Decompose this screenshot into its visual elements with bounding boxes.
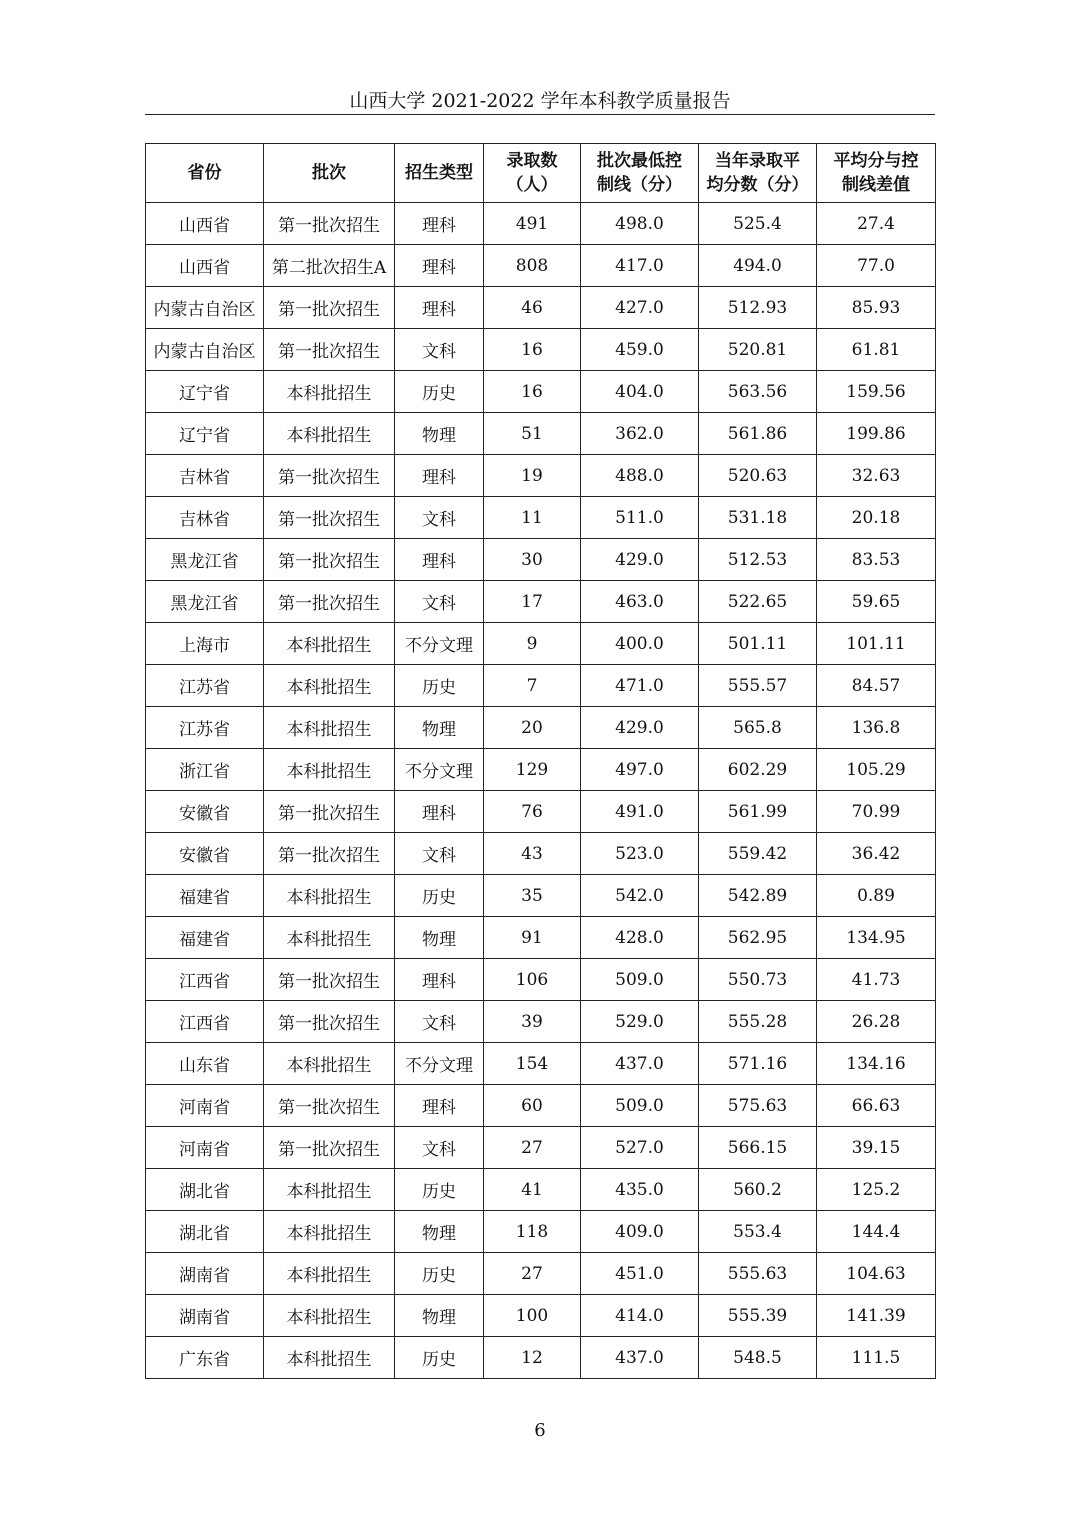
table-cell: 第一批次招生	[264, 959, 395, 1001]
table-cell: 76	[484, 791, 581, 833]
table-cell: 江西省	[146, 1001, 264, 1043]
table-cell: 第一批次招生	[264, 1001, 395, 1043]
table-cell: 41.73	[817, 959, 936, 1001]
page-number: 6	[534, 1420, 546, 1441]
table-cell: 531.18	[699, 497, 817, 539]
table-row	[146, 1169, 936, 1211]
table-cell: 41	[484, 1169, 581, 1211]
table-cell: 488.0	[581, 455, 699, 497]
table-cell: 16	[484, 371, 581, 413]
table-row	[146, 497, 936, 539]
table-cell: 105.29	[817, 749, 936, 791]
table-cell: 本科批招生	[264, 1295, 395, 1337]
table-cell: 512.53	[699, 539, 817, 581]
table-cell: 602.29	[699, 749, 817, 791]
table-cell: 浙江省	[146, 749, 264, 791]
table-cell: 湖南省	[146, 1295, 264, 1337]
table-cell: 湖北省	[146, 1211, 264, 1253]
column-header: 录取数 （人）	[484, 144, 581, 203]
table-cell: 第一批次招生	[264, 497, 395, 539]
table-cell: 内蒙古自治区	[146, 329, 264, 371]
table-cell: 560.2	[699, 1169, 817, 1211]
table-cell: 黑龙江省	[146, 581, 264, 623]
table-cell: 83.53	[817, 539, 936, 581]
table-cell: 0.89	[817, 875, 936, 917]
table-cell: 福建省	[146, 917, 264, 959]
table-cell: 历史	[395, 1169, 484, 1211]
table-cell: 30	[484, 539, 581, 581]
table-cell: 417.0	[581, 245, 699, 287]
table-cell: 河南省	[146, 1085, 264, 1127]
table-row	[146, 329, 936, 371]
table-cell: 本科批招生	[264, 1043, 395, 1085]
column-header: 平均分与控 制线差值	[817, 144, 936, 203]
table-cell: 本科批招生	[264, 371, 395, 413]
table-row	[146, 245, 936, 287]
table-cell: 27	[484, 1253, 581, 1295]
table-cell: 吉林省	[146, 497, 264, 539]
table-cell: 19	[484, 455, 581, 497]
table-cell: 555.28	[699, 1001, 817, 1043]
table-cell: 安徽省	[146, 833, 264, 875]
table-cell: 529.0	[581, 1001, 699, 1043]
table-cell: 文科	[395, 329, 484, 371]
table-cell: 509.0	[581, 1085, 699, 1127]
table-cell: 本科批招生	[264, 1253, 395, 1295]
table-cell: 199.86	[817, 413, 936, 455]
table-cell: 第一批次招生	[264, 581, 395, 623]
table-cell: 36.42	[817, 833, 936, 875]
table-cell: 563.56	[699, 371, 817, 413]
table-cell: 湖南省	[146, 1253, 264, 1295]
table-cell: 江苏省	[146, 665, 264, 707]
table-cell: 本科批招生	[264, 875, 395, 917]
table-cell: 历史	[395, 875, 484, 917]
table-cell: 理科	[395, 539, 484, 581]
table-cell: 27	[484, 1127, 581, 1169]
table-cell: 文科	[395, 581, 484, 623]
column-header: 批次最低控 制线（分）	[581, 144, 699, 203]
table-cell: 527.0	[581, 1127, 699, 1169]
table-cell: 400.0	[581, 623, 699, 665]
table-cell: 理科	[395, 455, 484, 497]
table-cell: 第一批次招生	[264, 791, 395, 833]
admission-scores-table	[145, 143, 936, 1379]
table-row	[146, 1043, 936, 1085]
page-header-title: 山西大学 2021-2022 学年本科教学质量报告	[349, 90, 731, 112]
table-cell: 808	[484, 245, 581, 287]
table-cell: 文科	[395, 1001, 484, 1043]
table-row	[146, 707, 936, 749]
table-cell: 154	[484, 1043, 581, 1085]
table-cell: 山西省	[146, 245, 264, 287]
table-cell: 525.4	[699, 203, 817, 245]
table-cell: 61.81	[817, 329, 936, 371]
table-cell: 134.95	[817, 917, 936, 959]
table-cell: 46	[484, 287, 581, 329]
table-cell: 理科	[395, 959, 484, 1001]
table-cell: 565.8	[699, 707, 817, 749]
table-cell: 11	[484, 497, 581, 539]
table-cell: 39	[484, 1001, 581, 1043]
table-cell: 第一批次招生	[264, 1085, 395, 1127]
table-cell: 本科批招生	[264, 665, 395, 707]
table-cell: 第二批次招生A	[264, 245, 395, 287]
table-cell: 459.0	[581, 329, 699, 371]
table-cell: 物理	[395, 413, 484, 455]
table-cell: 山西省	[146, 203, 264, 245]
table-cell: 第一批次招生	[264, 833, 395, 875]
table-cell: 上海市	[146, 623, 264, 665]
table-cell: 91	[484, 917, 581, 959]
table-cell: 542.0	[581, 875, 699, 917]
table-cell: 本科批招生	[264, 917, 395, 959]
table-cell: 144.4	[817, 1211, 936, 1253]
table-cell: 江西省	[146, 959, 264, 1001]
table-cell: 历史	[395, 371, 484, 413]
table-cell: 不分文理	[395, 623, 484, 665]
table-cell: 471.0	[581, 665, 699, 707]
table-row	[146, 581, 936, 623]
table-cell: 111.5	[817, 1337, 936, 1379]
table-cell: 428.0	[581, 917, 699, 959]
table-cell: 497.0	[581, 749, 699, 791]
table-row	[146, 371, 936, 413]
table-cell: 414.0	[581, 1295, 699, 1337]
table-cell: 159.56	[817, 371, 936, 413]
table-row	[146, 833, 936, 875]
table-cell: 物理	[395, 707, 484, 749]
table-cell: 566.15	[699, 1127, 817, 1169]
table-cell: 362.0	[581, 413, 699, 455]
table-cell: 129	[484, 749, 581, 791]
table-cell: 山东省	[146, 1043, 264, 1085]
table-cell: 本科批招生	[264, 749, 395, 791]
table-cell: 70.99	[817, 791, 936, 833]
table-cell: 498.0	[581, 203, 699, 245]
table-cell: 历史	[395, 1253, 484, 1295]
table-cell: 内蒙古自治区	[146, 287, 264, 329]
table-cell: 第一批次招生	[264, 203, 395, 245]
table-cell: 494.0	[699, 245, 817, 287]
table-row	[146, 1337, 936, 1379]
table-cell: 134.16	[817, 1043, 936, 1085]
table-cell: 35	[484, 875, 581, 917]
table-cell: 125.2	[817, 1169, 936, 1211]
table-cell: 本科批招生	[264, 1169, 395, 1211]
column-header: 省份	[146, 144, 264, 203]
table-cell: 66.63	[817, 1085, 936, 1127]
table-cell: 561.99	[699, 791, 817, 833]
table-row	[146, 413, 936, 455]
table-cell: 第一批次招生	[264, 455, 395, 497]
table-cell: 16	[484, 329, 581, 371]
table-cell: 26.28	[817, 1001, 936, 1043]
table-row	[146, 1253, 936, 1295]
table-cell: 第一批次招生	[264, 1127, 395, 1169]
table-cell: 555.57	[699, 665, 817, 707]
table-cell: 福建省	[146, 875, 264, 917]
table-cell: 509.0	[581, 959, 699, 1001]
table-cell: 561.86	[699, 413, 817, 455]
table-cell: 理科	[395, 287, 484, 329]
table-cell: 520.81	[699, 329, 817, 371]
table-cell: 历史	[395, 665, 484, 707]
table-cell: 523.0	[581, 833, 699, 875]
table-cell: 429.0	[581, 539, 699, 581]
table-cell: 463.0	[581, 581, 699, 623]
table-cell: 555.63	[699, 1253, 817, 1295]
table-cell: 理科	[395, 1085, 484, 1127]
table-cell: 43	[484, 833, 581, 875]
table-cell: 27.4	[817, 203, 936, 245]
table-cell: 物理	[395, 1295, 484, 1337]
table-row	[146, 875, 936, 917]
table-cell: 141.39	[817, 1295, 936, 1337]
table-cell: 20	[484, 707, 581, 749]
table-cell: 不分文理	[395, 749, 484, 791]
table-cell: 本科批招生	[264, 413, 395, 455]
table-cell: 第一批次招生	[264, 539, 395, 581]
table-row	[146, 287, 936, 329]
table-cell: 第一批次招生	[264, 287, 395, 329]
table-cell: 106	[484, 959, 581, 1001]
table-cell: 77.0	[817, 245, 936, 287]
table-cell: 118	[484, 1211, 581, 1253]
table-cell: 136.8	[817, 707, 936, 749]
table-cell: 520.63	[699, 455, 817, 497]
table-cell: 9	[484, 623, 581, 665]
table-cell: 39.15	[817, 1127, 936, 1169]
table-cell: 广东省	[146, 1337, 264, 1379]
table-cell: 542.89	[699, 875, 817, 917]
table-cell: 511.0	[581, 497, 699, 539]
table-cell: 历史	[395, 1337, 484, 1379]
table-header-row	[146, 144, 936, 203]
column-header: 招生类型	[395, 144, 484, 203]
column-header: 批次	[264, 144, 395, 203]
table-cell: 522.65	[699, 581, 817, 623]
table-row	[146, 1211, 936, 1253]
table-cell: 安徽省	[146, 791, 264, 833]
table-cell: 553.4	[699, 1211, 817, 1253]
table-cell: 501.11	[699, 623, 817, 665]
table-row	[146, 1127, 936, 1169]
table-cell: 理科	[395, 203, 484, 245]
table-cell: 101.11	[817, 623, 936, 665]
table-cell: 物理	[395, 917, 484, 959]
table-row	[146, 917, 936, 959]
table-cell: 本科批招生	[264, 1337, 395, 1379]
table-cell: 文科	[395, 497, 484, 539]
table-row	[146, 959, 936, 1001]
header-rule	[145, 114, 935, 115]
table-cell: 59.65	[817, 581, 936, 623]
table-cell: 江苏省	[146, 707, 264, 749]
table-cell: 12	[484, 1337, 581, 1379]
table-cell: 437.0	[581, 1337, 699, 1379]
table-cell: 550.73	[699, 959, 817, 1001]
table-cell: 427.0	[581, 287, 699, 329]
table-cell: 吉林省	[146, 455, 264, 497]
table-cell: 文科	[395, 1127, 484, 1169]
table-row	[146, 539, 936, 581]
table-cell: 84.57	[817, 665, 936, 707]
table-cell: 512.93	[699, 287, 817, 329]
table-cell: 559.42	[699, 833, 817, 875]
table-row	[146, 1295, 936, 1337]
table-cell: 湖北省	[146, 1169, 264, 1211]
table-cell: 60	[484, 1085, 581, 1127]
table-cell: 32.63	[817, 455, 936, 497]
table-cell: 437.0	[581, 1043, 699, 1085]
table-row	[146, 791, 936, 833]
table-cell: 555.39	[699, 1295, 817, 1337]
table-body	[146, 203, 936, 1379]
table-cell: 104.63	[817, 1253, 936, 1295]
table-cell: 451.0	[581, 1253, 699, 1295]
table-cell: 黑龙江省	[146, 539, 264, 581]
table-cell: 100	[484, 1295, 581, 1337]
table-row	[146, 665, 936, 707]
table-cell: 河南省	[146, 1127, 264, 1169]
table-cell: 571.16	[699, 1043, 817, 1085]
table-cell: 本科批招生	[264, 623, 395, 665]
table-row	[146, 623, 936, 665]
table-cell: 物理	[395, 1211, 484, 1253]
table-cell: 562.95	[699, 917, 817, 959]
table-row	[146, 749, 936, 791]
table-cell: 辽宁省	[146, 413, 264, 455]
table-cell: 575.63	[699, 1085, 817, 1127]
table-cell: 理科	[395, 245, 484, 287]
table-cell: 491.0	[581, 791, 699, 833]
table-row	[146, 1085, 936, 1127]
table-cell: 17	[484, 581, 581, 623]
table-cell: 理科	[395, 791, 484, 833]
table-cell: 辽宁省	[146, 371, 264, 413]
table-row	[146, 203, 936, 245]
table-row	[146, 1001, 936, 1043]
table-cell: 本科批招生	[264, 1211, 395, 1253]
table-cell: 85.93	[817, 287, 936, 329]
table-cell: 429.0	[581, 707, 699, 749]
table-row	[146, 455, 936, 497]
table-cell: 7	[484, 665, 581, 707]
table-cell: 548.5	[699, 1337, 817, 1379]
column-header: 当年录取平 均分数（分）	[699, 144, 817, 203]
table-cell: 491	[484, 203, 581, 245]
table-cell: 435.0	[581, 1169, 699, 1211]
table-cell: 51	[484, 413, 581, 455]
table-cell: 409.0	[581, 1211, 699, 1253]
table-cell: 不分文理	[395, 1043, 484, 1085]
table-cell: 本科批招生	[264, 707, 395, 749]
table-cell: 404.0	[581, 371, 699, 413]
table-cell: 第一批次招生	[264, 329, 395, 371]
table-cell: 文科	[395, 833, 484, 875]
table-cell: 20.18	[817, 497, 936, 539]
